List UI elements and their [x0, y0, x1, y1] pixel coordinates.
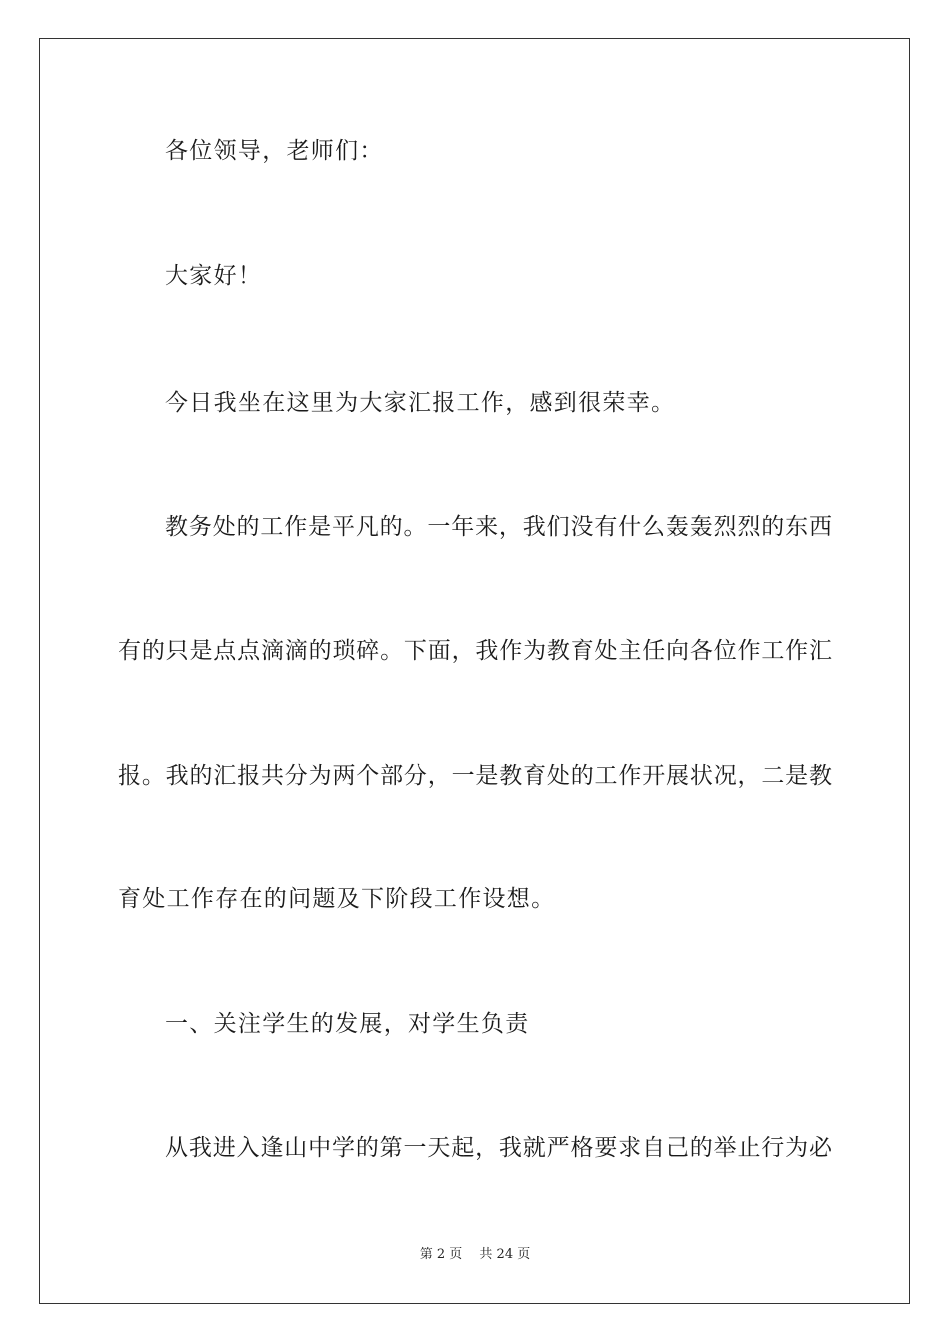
paragraph-line: 教务处的工作是平凡的。一年来，我们没有什么轰轰烈烈的东西 [165, 514, 832, 540]
salutation: 各位领导，老师们： [165, 138, 384, 164]
paragraph-line: 今日我坐在这里为大家汇报工作，感到很荣幸。 [165, 390, 676, 416]
page-number-footer: 第 2 页 共 24 页 [419, 1247, 531, 1262]
section-heading: 一、关注学生的发展，对学生负责 [165, 1011, 530, 1037]
paragraph-line: 有的只是点点滴滴的琐碎。下面，我作为教育处主任向各位作工作汇 [118, 638, 832, 664]
paragraph-line: 育处工作存在的问题及下阶段工作设想。 [118, 886, 556, 912]
paragraph-line: 从我进入逢山中学的第一天起，我就严格要求自己的举止行为必 [165, 1135, 832, 1161]
greeting: 大家好！ [165, 263, 263, 289]
paragraph-line: 报。我的汇报共分为两个部分，一是教育处的工作开展状况，二是教 [118, 763, 832, 789]
page-frame [39, 38, 910, 1304]
